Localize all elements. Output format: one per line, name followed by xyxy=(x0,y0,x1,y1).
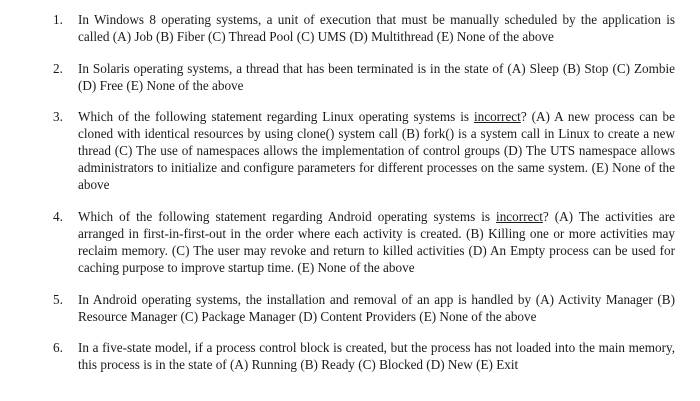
emphasis-word: incorrect xyxy=(473,109,521,124)
question-number: 4. xyxy=(53,209,63,224)
question-number: 5. xyxy=(53,292,63,307)
emphasis-word: incorrect xyxy=(496,209,543,224)
question-number: 3. xyxy=(53,109,63,124)
question-text xyxy=(78,208,675,276)
question-text-start: Which of the following statement regarding Linux operating systems is xyxy=(78,109,474,124)
question-text: In a five-state model, if a process control block is created, but the process has not loaded into the main memory, this process is in the state of (A) Running (B) Ready (C) Blocked (D) New (E) Exit xyxy=(78,340,675,372)
question-text-end: ? (A) The activities are arranged in first-in-first-out in the order where each activity is created. (B) Killing one or more activities may reclaim memory. (C) The user may revoke and return to killed activities (D) An Empty process can be used for caching purpose to improve startup time. (E) None of the above xyxy=(78,209,675,275)
question-number: 2. xyxy=(53,61,63,76)
question-text: In Windows 8 operating systems, a unit of execution that must be manually scheduled by the application is called (A) Job (B) Fiber (C) Thread Pool (C) UMS (D) Multithread (E) None of the above xyxy=(78,12,675,44)
question-text-end: ? (A) A new process can be cloned with identical resources by using clone() system call (B) fork() is a system call in Linux to create a new thread (C) The use of namespaces allows the implementation of control groups (D) The UTS namespace allows administrators to initialize and configure parameters for different processes on the same system. (E) None of the above xyxy=(78,109,675,192)
question-number: 6. xyxy=(53,340,63,355)
question-text: In Android operating systems, the installation and removal of an app is handled by (A) Activity Manager (B) Resource Manager (C) Package Manager (D) Content Providers (E) None of the above xyxy=(78,292,675,324)
question-text: In Solaris operating systems, a thread that has been terminated is in the state of (A) Sleep (B) Stop (C) Zombie (D) Free (E) None of the above xyxy=(78,61,675,93)
question-text xyxy=(78,108,675,193)
question-text-start: Which of the following statement regarding Android operating systems is xyxy=(78,209,497,224)
question-number: 1. xyxy=(53,12,63,27)
